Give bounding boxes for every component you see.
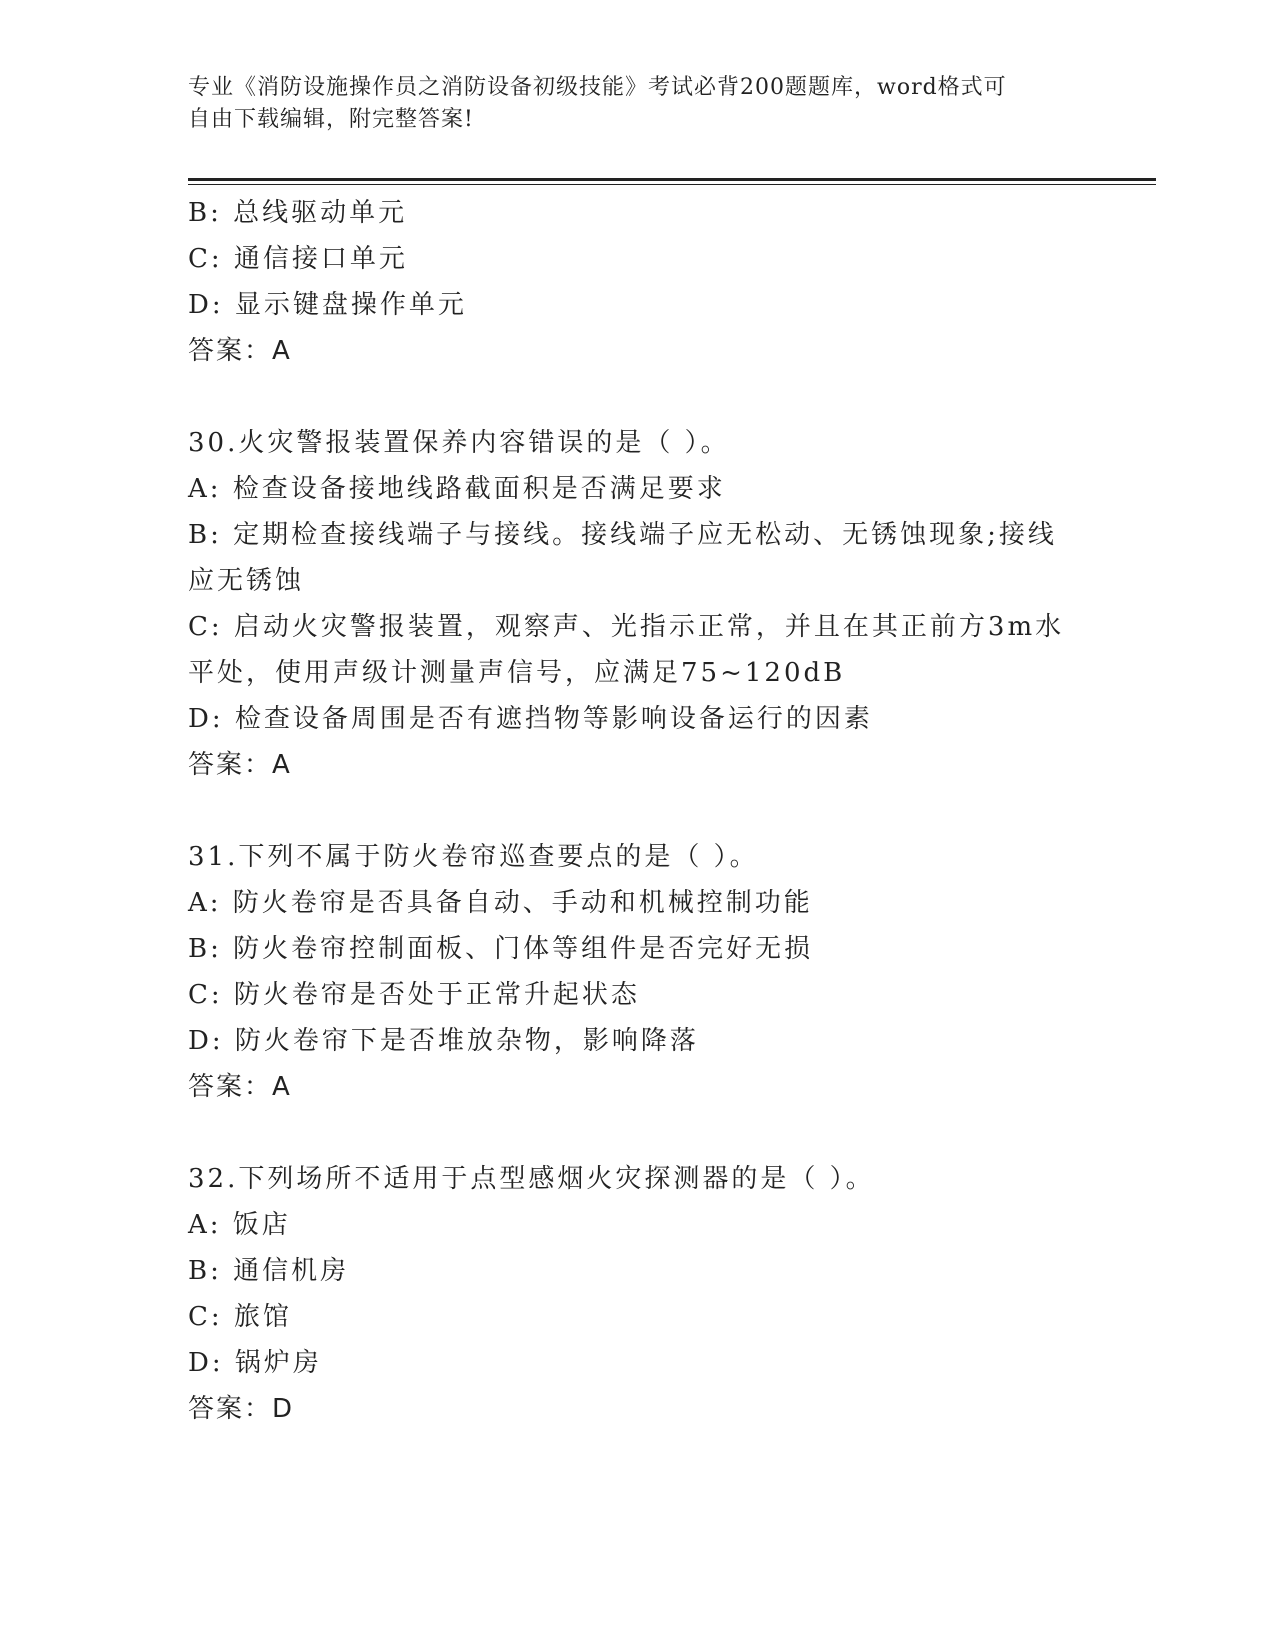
spacer: [188, 788, 1068, 834]
option-line: A: 防火卷帘是否具备自动、手动和机械控制功能: [188, 888, 813, 918]
option-line: B: 通信机房: [188, 1256, 350, 1286]
header-line-1: 专业《消防设施操作员之消防设备初级技能》考试必背200题题库，word格式可: [188, 75, 1007, 100]
spacer: [188, 374, 1068, 420]
question-block-continued: [188, 190, 1068, 374]
option-line: D: 防火卷帘下是否堆放杂物，影响降落: [188, 1026, 699, 1056]
question-stem: 31.下列不属于防火卷帘巡查要点的是（ ）。: [188, 842, 759, 872]
option-line: A: 饭店: [188, 1210, 291, 1240]
header-divider-thin: [188, 184, 1156, 185]
option-line: C: 防火卷帘是否处于正常升起状态: [188, 980, 640, 1010]
option-line-continued: 应无锈蚀: [188, 566, 305, 596]
answer-line: 答案：A: [188, 336, 292, 366]
question-stem: 32.下列场所不适用于点型感烟火灾探测器的是（ ）。: [188, 1164, 875, 1194]
answer-line: 答案：A: [188, 1072, 292, 1102]
question-block-32: [188, 1156, 1068, 1432]
option-line: D: 显示键盘操作单元: [188, 290, 467, 320]
option-line: A: 检查设备接地线路截面积是否满足要求: [188, 474, 726, 504]
question-block-30: [188, 420, 1068, 788]
answer-line: 答案：A: [188, 750, 292, 780]
question-block-31: [188, 834, 1068, 1110]
answer-line: 答案：D: [188, 1394, 295, 1424]
option-line: D: 检查设备周围是否有遮挡物等影响设备运行的因素: [188, 704, 873, 734]
question-stem: 30.火灾警报装置保养内容错误的是（ ）。: [188, 428, 730, 458]
document-header: [188, 72, 1068, 136]
header-divider-thick: [188, 178, 1156, 181]
option-line: B: 防火卷帘控制面板、门体等组件是否完好无损: [188, 934, 814, 964]
header-line-2: 自由下载编辑，附完整答案!: [188, 107, 474, 132]
option-line: B: 总线驱动单元: [188, 198, 408, 228]
question-list: [188, 190, 1068, 1432]
option-line-continued: 平处，使用声级计测量声信号，应满足75~120dB: [188, 658, 846, 688]
option-line: C: 旅馆: [188, 1302, 292, 1332]
spacer: [188, 1110, 1068, 1156]
option-line: B: 定期检查接线端子与接线。接线端子应无松动、无锈蚀现象;接线: [188, 520, 1057, 550]
option-line: C: 启动火灾警报装置，观察声、光指示正常，并且在其正前方3m水: [188, 612, 1065, 642]
option-line: C: 通信接口单元: [188, 244, 408, 274]
option-line: D: 锅炉房: [188, 1348, 322, 1378]
